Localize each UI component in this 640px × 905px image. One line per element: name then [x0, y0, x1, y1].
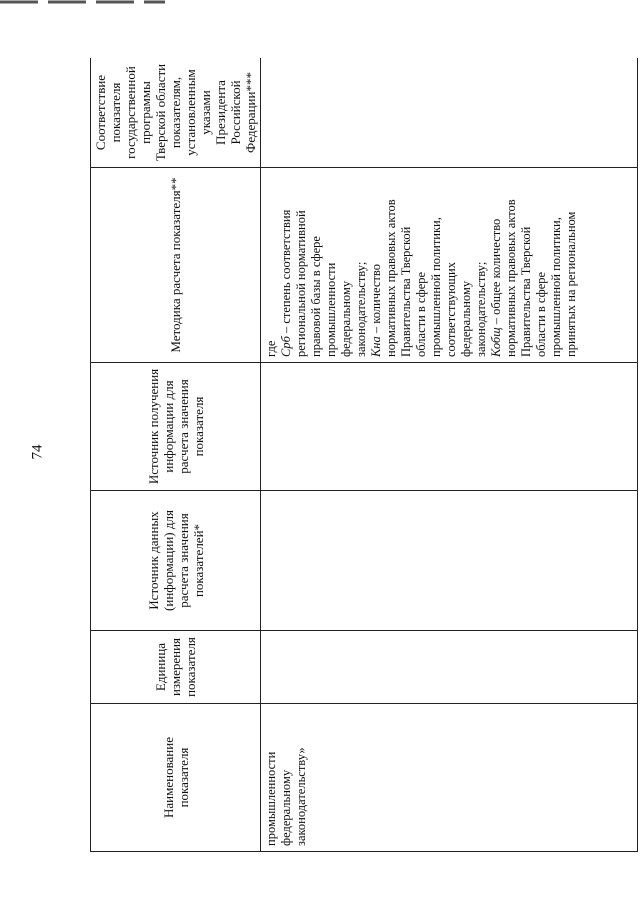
cell-data-source	[261, 491, 638, 631]
rotated-table-frame	[90, 58, 638, 852]
method-line: Срб – степень соответствия	[279, 209, 293, 357]
method-line: федеральному	[339, 280, 353, 357]
method-line: Правительства Тверской	[399, 226, 413, 357]
page-number: 74	[29, 444, 46, 460]
method-line: федеральному	[459, 280, 473, 357]
method-line: промышленности	[324, 262, 338, 357]
method-line: области в сфере	[414, 271, 428, 357]
cell-compliance	[261, 58, 638, 168]
table-row	[261, 58, 638, 852]
variable-kobshch: Кобщ	[489, 327, 503, 357]
indicator-name-text: промышленности федеральному законодательству»	[264, 747, 308, 846]
rotated-table-container	[90, 58, 638, 852]
method-line: законодательству;	[474, 261, 488, 357]
header-info-source: Источник получения информации для расчета значения показателя	[91, 363, 261, 491]
method-line: Кна – количество	[369, 264, 383, 357]
variable-srb: Срб	[279, 336, 293, 357]
method-line: принятых на региональном	[564, 211, 578, 357]
cell-info-source	[261, 363, 638, 491]
cell-unit	[261, 631, 638, 704]
method-line: нормативных правовых актов	[384, 199, 398, 357]
header-unit: Единица измерения показателя	[91, 631, 261, 704]
method-line: Кобщ – общее количество	[489, 218, 503, 357]
cell-indicator-name	[261, 704, 638, 852]
header-compliance: Соответствие показателя государственной программы Тверской области показателям, установленным указами Президента Российской Федерации***	[91, 58, 261, 168]
method-line: региональной нормативной	[294, 210, 308, 357]
method-line: промышленной политики,	[549, 217, 563, 357]
method-line: где	[264, 340, 278, 357]
scan-edge-marks	[0, 0, 640, 14]
header-methodology: Методика расчета показателя**	[91, 168, 261, 363]
table-header-row	[91, 58, 261, 852]
method-line: законодательству;	[354, 261, 368, 357]
method-line: нормативных правовых актов	[504, 199, 518, 357]
method-line: промышленной политики,	[429, 217, 443, 357]
cell-methodology	[261, 168, 638, 363]
method-line: области в сфере	[534, 271, 548, 357]
indicators-table	[90, 58, 638, 852]
variable-kna: Кна	[369, 336, 383, 357]
method-line: Правительства Тверской	[519, 226, 533, 357]
method-line: правовой базы в сфере	[309, 236, 323, 357]
header-indicator-name: Наименование показателя	[91, 704, 261, 852]
method-line: соответствующих	[444, 262, 458, 357]
methodology-text	[264, 172, 579, 357]
header-data-source: Источник данных (информации) для расчета значения показателей*	[91, 491, 261, 631]
